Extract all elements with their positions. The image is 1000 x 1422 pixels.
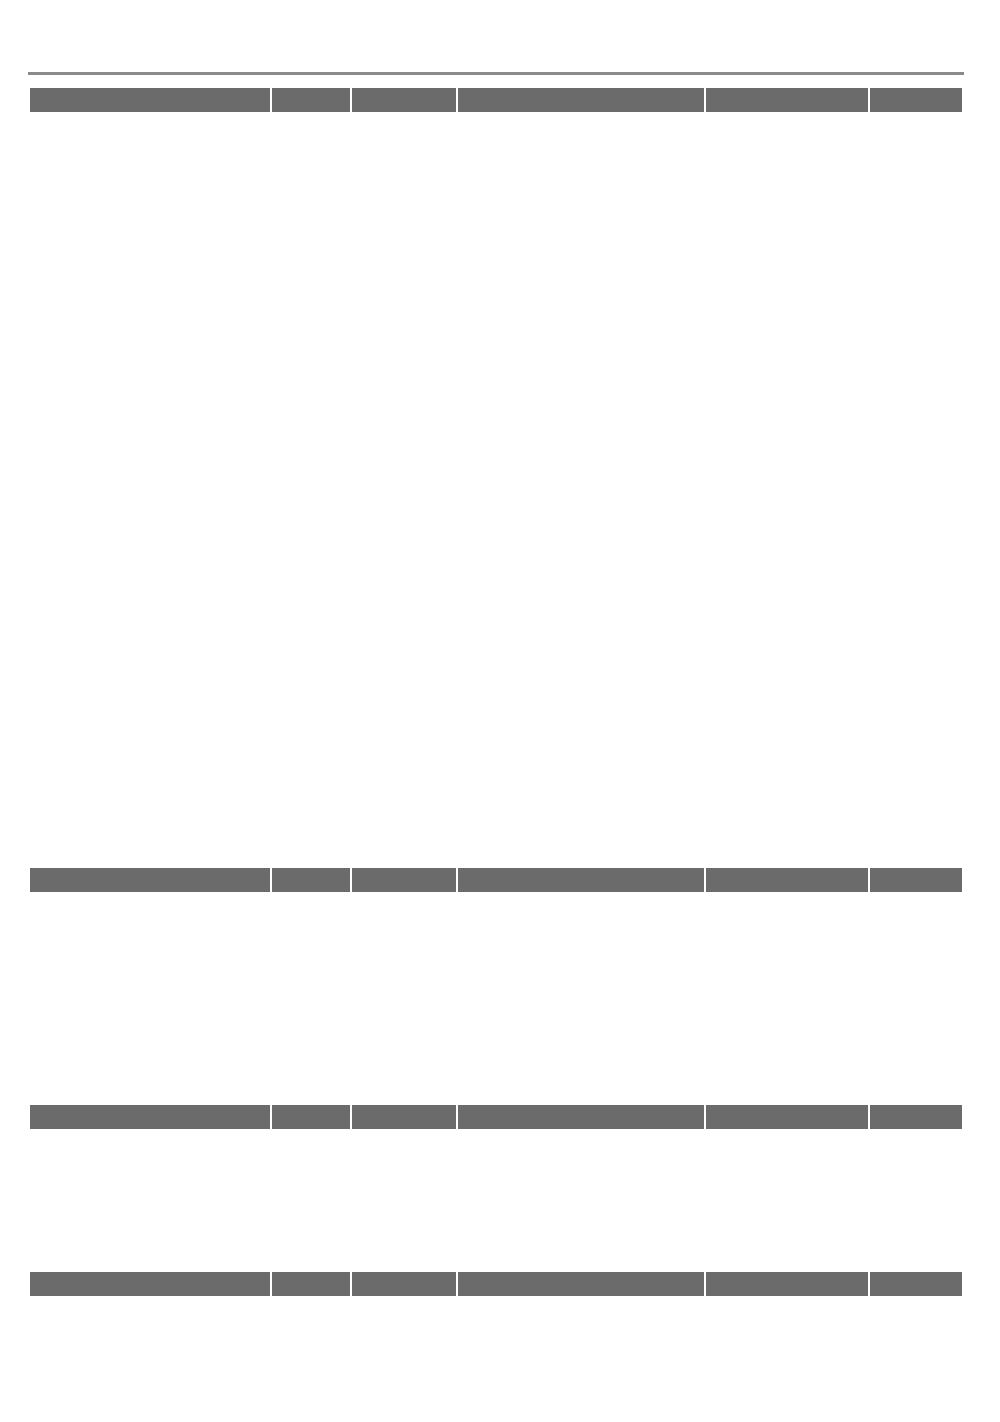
col-bore: [458, 88, 704, 112]
col-empty: [870, 868, 962, 892]
adapter-table: [28, 1270, 964, 1298]
col-name: [458, 868, 704, 892]
nut-table: [28, 866, 964, 894]
col-code: [272, 88, 350, 112]
col-collet: [30, 88, 270, 112]
collet-header-row: [30, 88, 962, 112]
col-compat: [706, 88, 868, 112]
collet-table: [28, 86, 964, 114]
col-compat: [706, 868, 868, 892]
col-model: [352, 88, 456, 112]
col-holder: [30, 1105, 270, 1129]
col-model: [352, 1272, 456, 1296]
col-compat: [706, 1272, 868, 1296]
col-compat: [706, 1105, 868, 1129]
col-code: [272, 1105, 350, 1129]
col-model: [352, 1105, 456, 1129]
adapter-header-row: [30, 1272, 962, 1296]
holder-table: [28, 1103, 964, 1131]
col-empty: [870, 88, 962, 112]
col-nut: [30, 868, 270, 892]
col-code: [272, 1272, 350, 1296]
col-code: [272, 868, 350, 892]
col-name: [458, 1272, 704, 1296]
col-model: [352, 868, 456, 892]
holder-header-row: [30, 1105, 962, 1129]
col-empty: [870, 1105, 962, 1129]
nut-header-row: [30, 868, 962, 892]
header-divider: [28, 72, 964, 75]
col-empty: [870, 1272, 962, 1296]
col-adapter: [30, 1272, 270, 1296]
col-name: [458, 1105, 704, 1129]
